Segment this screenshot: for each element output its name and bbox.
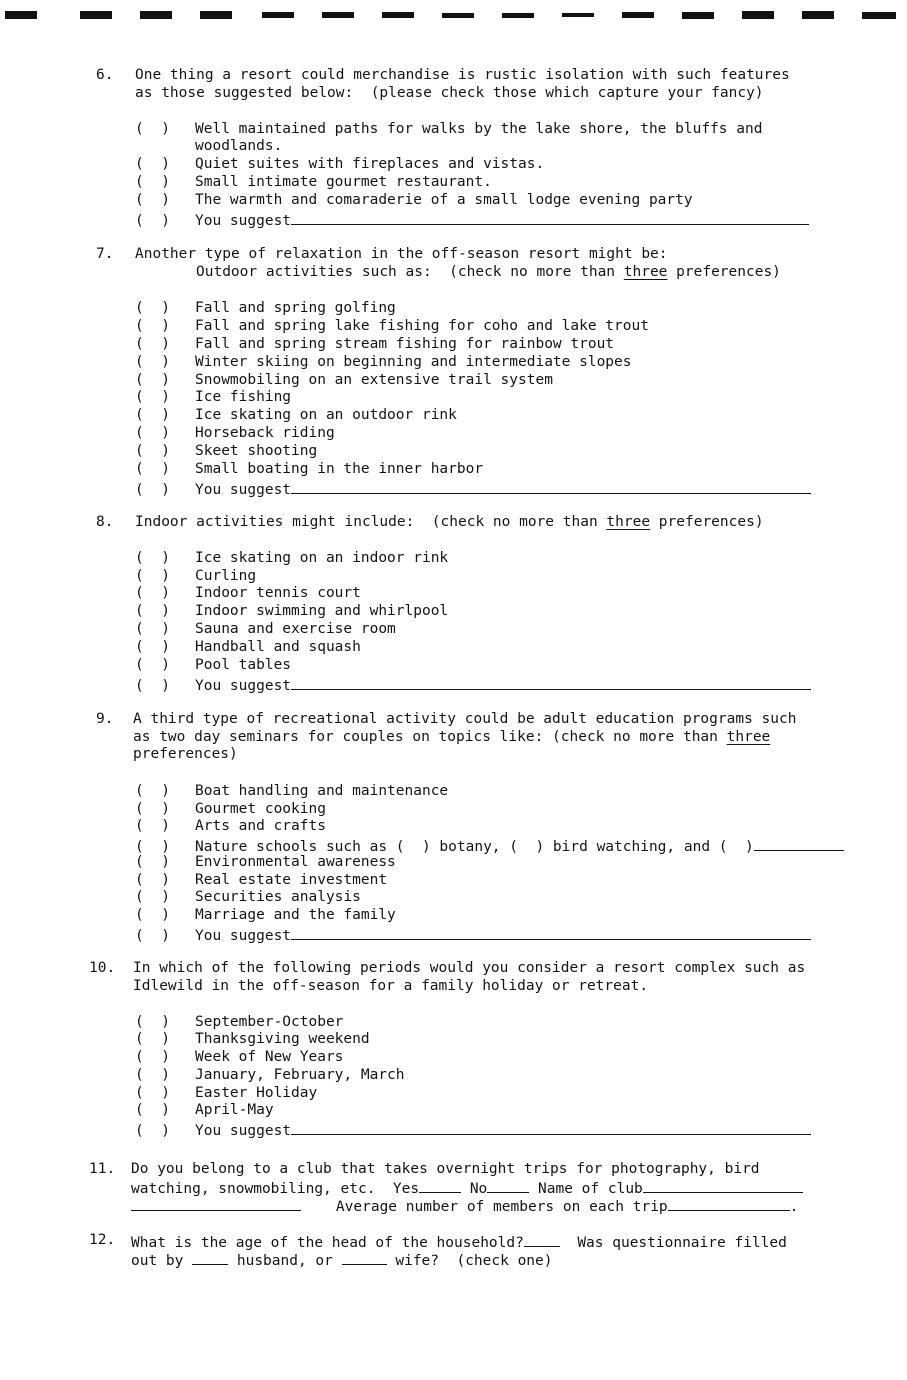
option-item[interactable] <box>135 818 326 834</box>
suggest-blank[interactable] <box>291 210 809 225</box>
yes-blank[interactable] <box>419 1178 461 1193</box>
question-text: Indoor activities might include: (check no more than three preferences) <box>135 514 764 530</box>
question-number: 10. <box>89 960 116 976</box>
husband-blank[interactable] <box>192 1250 228 1265</box>
checkbox[interactable]: ( ) <box>135 1031 170 1047</box>
option-label: Environmental awareness <box>195 854 396 870</box>
option-label: April-May <box>195 1102 274 1118</box>
checkbox[interactable]: ( ) <box>135 568 170 584</box>
option-label: Well maintained paths for walks by the lake shore, the bluffs and <box>195 121 763 137</box>
checkbox[interactable]: ( ) <box>135 318 170 334</box>
option-item[interactable] <box>135 389 291 405</box>
question-text: Idlewild in the off-season for a family holiday or retreat. <box>133 978 649 994</box>
checkbox[interactable]: ( ) <box>135 783 170 799</box>
option-label: Indoor swimming and whirlpool <box>195 603 449 619</box>
option-item-suggest[interactable] <box>135 1120 811 1139</box>
option-item[interactable] <box>135 907 396 923</box>
option-item[interactable] <box>135 156 544 172</box>
option-item[interactable] <box>135 372 553 388</box>
checkbox[interactable]: ( ) <box>135 854 170 870</box>
question-text: In which of the following periods would you consider a resort complex such as <box>133 960 806 976</box>
checkbox[interactable]: ( ) <box>135 389 170 405</box>
option-label: Sauna and exercise room <box>195 621 396 637</box>
option-item[interactable] <box>135 174 492 190</box>
option-item[interactable] <box>135 836 844 855</box>
option-item[interactable] <box>135 425 335 441</box>
option-item[interactable] <box>135 1031 370 1047</box>
no-blank[interactable] <box>487 1178 529 1193</box>
checkbox[interactable]: ( ) <box>135 657 170 673</box>
question-number: 9. <box>96 711 114 727</box>
question-text: watching, snowmobiling, etc. Yes No Name of club <box>131 1178 803 1197</box>
checkbox[interactable]: ( ) <box>135 621 170 637</box>
suggest-blank[interactable] <box>291 479 811 494</box>
option-label: Boat handling and maintenance <box>195 783 449 799</box>
option-item[interactable] <box>135 336 614 352</box>
option-label: Marriage and the family <box>195 907 396 923</box>
option-item[interactable] <box>135 443 317 459</box>
checkbox[interactable]: ( ) <box>135 174 170 190</box>
option-item-suggest[interactable] <box>135 479 811 498</box>
option-label: Pool tables <box>195 657 292 673</box>
checkbox[interactable]: ( ) <box>135 156 170 172</box>
option-item-suggest[interactable] <box>135 210 809 229</box>
question-text: What is the age of the head of the household? Was questionnaire filled <box>131 1232 787 1251</box>
option-label: Real estate investment <box>195 872 388 888</box>
option-label: January, February, March <box>195 1067 405 1083</box>
option-label: Handball and squash <box>195 639 361 655</box>
option-item[interactable] <box>135 1085 317 1101</box>
question-text: as two day seminars for couples on topics like: (check no more than three <box>133 729 771 745</box>
checkbox[interactable]: ( ) <box>135 443 170 459</box>
checkbox[interactable]: ( ) <box>135 928 170 944</box>
question-number: 7. <box>96 246 114 262</box>
suggest-blank[interactable] <box>291 925 811 940</box>
checkbox[interactable]: ( ) <box>135 839 170 855</box>
option-item-continuation <box>135 138 282 154</box>
option-item[interactable] <box>135 1014 343 1030</box>
option-item[interactable] <box>135 354 632 370</box>
option-item[interactable] <box>135 639 361 655</box>
option-label: Fall and spring stream fishing for rainbow trout <box>195 336 615 352</box>
option-label: Gourmet cooking <box>195 801 326 817</box>
option-item[interactable] <box>135 585 361 601</box>
option-item[interactable] <box>135 1067 405 1083</box>
option-label: Curling <box>195 568 257 584</box>
option-label: Nature schools such as ( ) botany, ( ) bird watching, and ( ) <box>195 839 754 855</box>
option-label: The warmth and comaraderie of a small lodge evening party <box>195 192 693 208</box>
checkbox[interactable]: ( ) <box>135 801 170 817</box>
checkbox[interactable]: ( ) <box>135 907 170 923</box>
option-label: Indoor tennis court <box>195 585 361 601</box>
checkbox[interactable]: ( ) <box>135 818 170 834</box>
option-label: Winter skiing on beginning and intermediate slopes <box>195 354 632 370</box>
checkbox[interactable]: ( ) <box>135 639 170 655</box>
checkbox[interactable]: ( ) <box>135 872 170 888</box>
question-text: Do you belong to a club that takes overnight trips for photography, bird <box>131 1161 760 1177</box>
checkbox[interactable]: ( ) <box>135 482 170 498</box>
option-item[interactable] <box>135 121 762 137</box>
option-item[interactable] <box>135 872 387 888</box>
question-text: preferences) <box>133 746 238 762</box>
option-item[interactable] <box>135 889 361 905</box>
checkbox[interactable]: ( ) <box>135 1049 170 1065</box>
question-text: A third type of recreational activity could be adult education programs such <box>133 711 797 727</box>
question-number: 11. <box>89 1161 116 1177</box>
checkbox[interactable]: ( ) <box>135 372 170 388</box>
option-label: Ice fishing <box>195 389 292 405</box>
emphasis-three: three <box>726 729 771 745</box>
option-label: Small boating in the inner harbor <box>195 461 484 477</box>
checkbox[interactable]: ( ) <box>135 1102 170 1118</box>
question-text: as those suggested below: (please check those which capture your fancy) <box>135 85 764 101</box>
checkbox[interactable]: ( ) <box>135 1123 170 1139</box>
option-item[interactable] <box>135 854 396 870</box>
option-label: You suggest <box>195 1123 292 1139</box>
question-text: Outdoor activities such as: (check no more than three preferences) <box>196 264 781 280</box>
checkbox[interactable]: ( ) <box>135 1014 170 1030</box>
option-item[interactable] <box>135 550 448 566</box>
checkbox[interactable]: ( ) <box>135 603 170 619</box>
option-label: Ice skating on an indoor rink <box>195 550 449 566</box>
checkbox[interactable]: ( ) <box>135 192 170 208</box>
checkbox[interactable]: ( ) <box>135 550 170 566</box>
checkbox[interactable]: ( ) <box>135 1085 170 1101</box>
checkbox[interactable]: ( ) <box>135 678 170 694</box>
option-label: Fall and spring golfing <box>195 300 396 316</box>
suggest-blank[interactable] <box>291 675 811 690</box>
option-item[interactable] <box>135 568 256 584</box>
checkbox[interactable]: ( ) <box>135 585 170 601</box>
wife-blank[interactable] <box>342 1250 387 1265</box>
option-item[interactable] <box>135 801 326 817</box>
checkbox[interactable]: ( ) <box>135 889 170 905</box>
emphasis-three: three <box>606 514 651 530</box>
question-number: 6. <box>96 67 114 83</box>
option-label: Small intimate gourmet restaurant. <box>195 174 492 190</box>
checkbox[interactable]: ( ) <box>135 300 170 316</box>
question-text: Another type of relaxation in the off-season resort might be: <box>135 246 668 262</box>
option-item[interactable] <box>135 300 396 316</box>
option-item[interactable] <box>135 657 291 673</box>
option-label: Securities analysis <box>195 889 361 905</box>
option-label: woodlands. <box>195 138 283 154</box>
option-label: Week of New Years <box>195 1049 344 1065</box>
checkbox[interactable]: ( ) <box>135 354 170 370</box>
option-item[interactable] <box>135 192 693 208</box>
option-label: Fall and spring lake fishing for coho and lake trout <box>195 318 649 334</box>
option-label: You suggest <box>195 678 292 694</box>
checkbox[interactable]: ( ) <box>135 213 170 229</box>
question-text: One thing a resort could merchandise is rustic isolation with such features <box>135 67 790 83</box>
option-item[interactable] <box>135 461 483 477</box>
question-number: 12. <box>89 1232 116 1248</box>
option-item-suggest[interactable] <box>135 675 811 694</box>
option-label: Horseback riding <box>195 425 335 441</box>
emphasis-three: three <box>623 264 668 280</box>
option-label: Thanksgiving weekend <box>195 1031 370 1047</box>
option-item[interactable] <box>135 1102 274 1118</box>
option-label: Easter Holiday <box>195 1085 318 1101</box>
club-name-blank[interactable] <box>643 1178 803 1193</box>
option-label: September-October <box>195 1014 344 1030</box>
option-item[interactable] <box>135 603 448 619</box>
members-blank[interactable] <box>668 1196 790 1211</box>
option-label: Skeet shooting <box>195 443 318 459</box>
option-label: Ice skating on an outdoor rink <box>195 407 457 423</box>
checkbox[interactable]: ( ) <box>135 121 170 137</box>
nature-school-blank[interactable] <box>754 836 844 851</box>
option-label: Arts and crafts <box>195 818 326 834</box>
question-text: Average number of members on each trip . <box>131 1196 798 1215</box>
club-name-blank-cont[interactable] <box>131 1196 301 1211</box>
checkbox[interactable]: ( ) <box>135 461 170 477</box>
option-item-suggest[interactable] <box>135 925 811 944</box>
option-item[interactable] <box>135 783 448 799</box>
age-blank[interactable] <box>524 1232 560 1247</box>
checkbox[interactable]: ( ) <box>135 407 170 423</box>
option-item[interactable] <box>135 621 396 637</box>
option-label: Quiet suites with fireplaces and vistas. <box>195 156 545 172</box>
option-label: Snowmobiling on an extensive trail system <box>195 372 553 388</box>
question-text: out by husband, or wife? (check one) <box>131 1250 553 1269</box>
question-number: 8. <box>96 514 114 530</box>
suggest-blank[interactable] <box>291 1120 811 1135</box>
option-item[interactable] <box>135 1049 343 1065</box>
option-label: You suggest <box>195 213 292 229</box>
option-item[interactable] <box>135 318 649 334</box>
option-label: You suggest <box>195 482 292 498</box>
option-item[interactable] <box>135 407 457 423</box>
checkbox[interactable]: ( ) <box>135 1067 170 1083</box>
checkbox[interactable]: ( ) <box>135 425 170 441</box>
checkbox[interactable]: ( ) <box>135 336 170 352</box>
option-label: You suggest <box>195 928 292 944</box>
